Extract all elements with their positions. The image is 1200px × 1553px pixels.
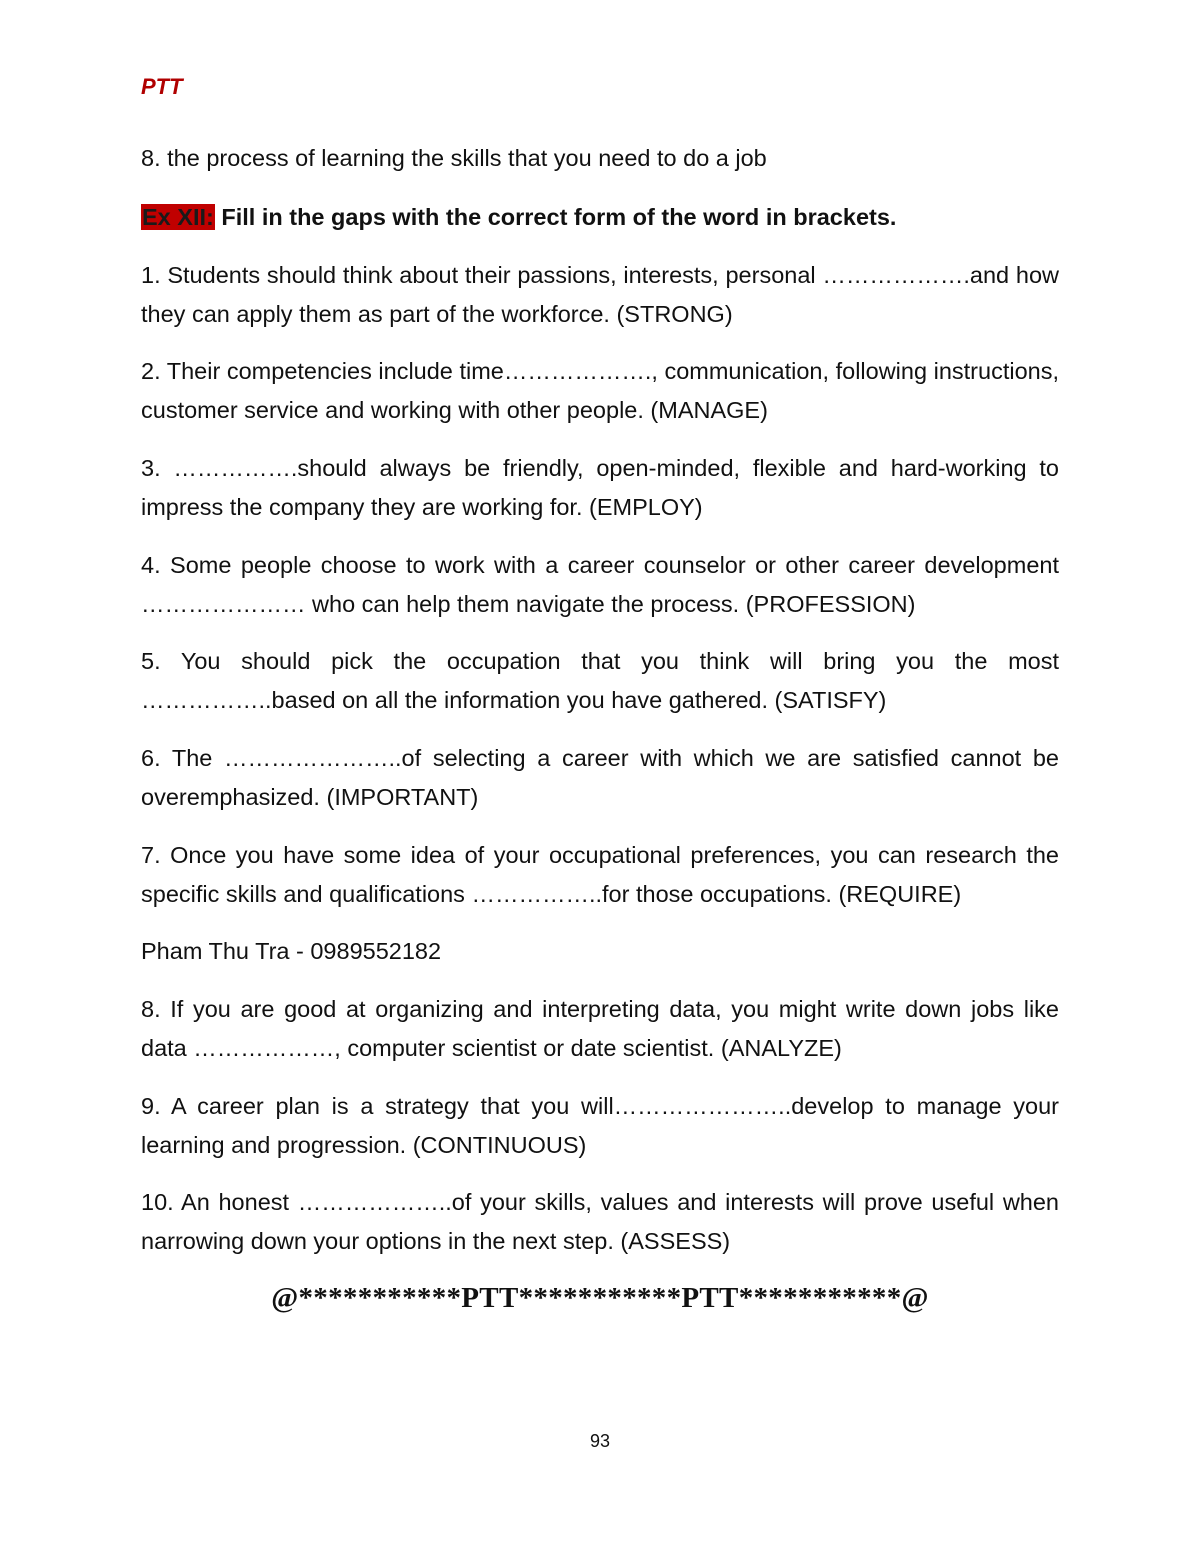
exercise-tag: Ex XII:	[142, 204, 214, 230]
exercise-item-8: 8. If you are good at organizing and interpreting data, you might write down jobs like data ………………, computer scientist or date scientist. (ANALYZE)	[141, 996, 1059, 1061]
page-number: 93	[589, 1431, 611, 1451]
exercise-heading	[141, 198, 896, 236]
intro-item: 8. the process of learning the skills that you need to do a job	[141, 145, 767, 171]
exercise-item-2: 2. Their competencies include time………………., communication, following instructions, customer service and working with other people. (MANAGE)	[141, 358, 1059, 423]
exercise-item-3: 3. …………….should always be friendly, open-minded, flexible and hard-working to impress the company they are working for. (EMPLOY)	[141, 455, 1059, 520]
exercise-instruction: Fill in the gaps with the correct form of the word in brackets.	[214, 204, 897, 230]
exercise-item-4: 4. Some people choose to work with a career counselor or other career development ………………… who can help them navigate the process. (PROFESSION)	[141, 552, 1059, 617]
exercise-item-5: 5. You should pick the occupation that you think will bring you the most ……………..based on all the information you have gathered. (SATISFY)	[141, 648, 1059, 713]
exercise-item-10: 10. An honest ………………..of your skills, values and interests will prove useful when narrowing down your options in the next step. (ASSESS)	[141, 1189, 1059, 1254]
exercise-item-9: 9. A career plan is a strategy that you will…………………..develop to manage your learning and progression. (CONTINUOUS)	[141, 1093, 1059, 1158]
author-line: Pham Thu Tra - 0989552182	[141, 938, 442, 964]
page-header-label: PTT	[141, 74, 183, 99]
exercise-item-1: 1. Students should think about their passions, interests, personal ……………….and how they can apply them as part of the workforce. (STRONG)	[141, 262, 1059, 327]
decorative-footer-line: @***********PTT***********PTT***********@	[271, 1282, 929, 1314]
exercise-item-7: 7. Once you have some idea of your occupational preferences, you can research the specific skills and qualifications ……………..for those occupations. (REQUIRE)	[141, 842, 1059, 907]
exercise-item-6: 6. The …………………..of selecting a career with which we are satisfied cannot be overemphasized. (IMPORTANT)	[141, 745, 1059, 810]
